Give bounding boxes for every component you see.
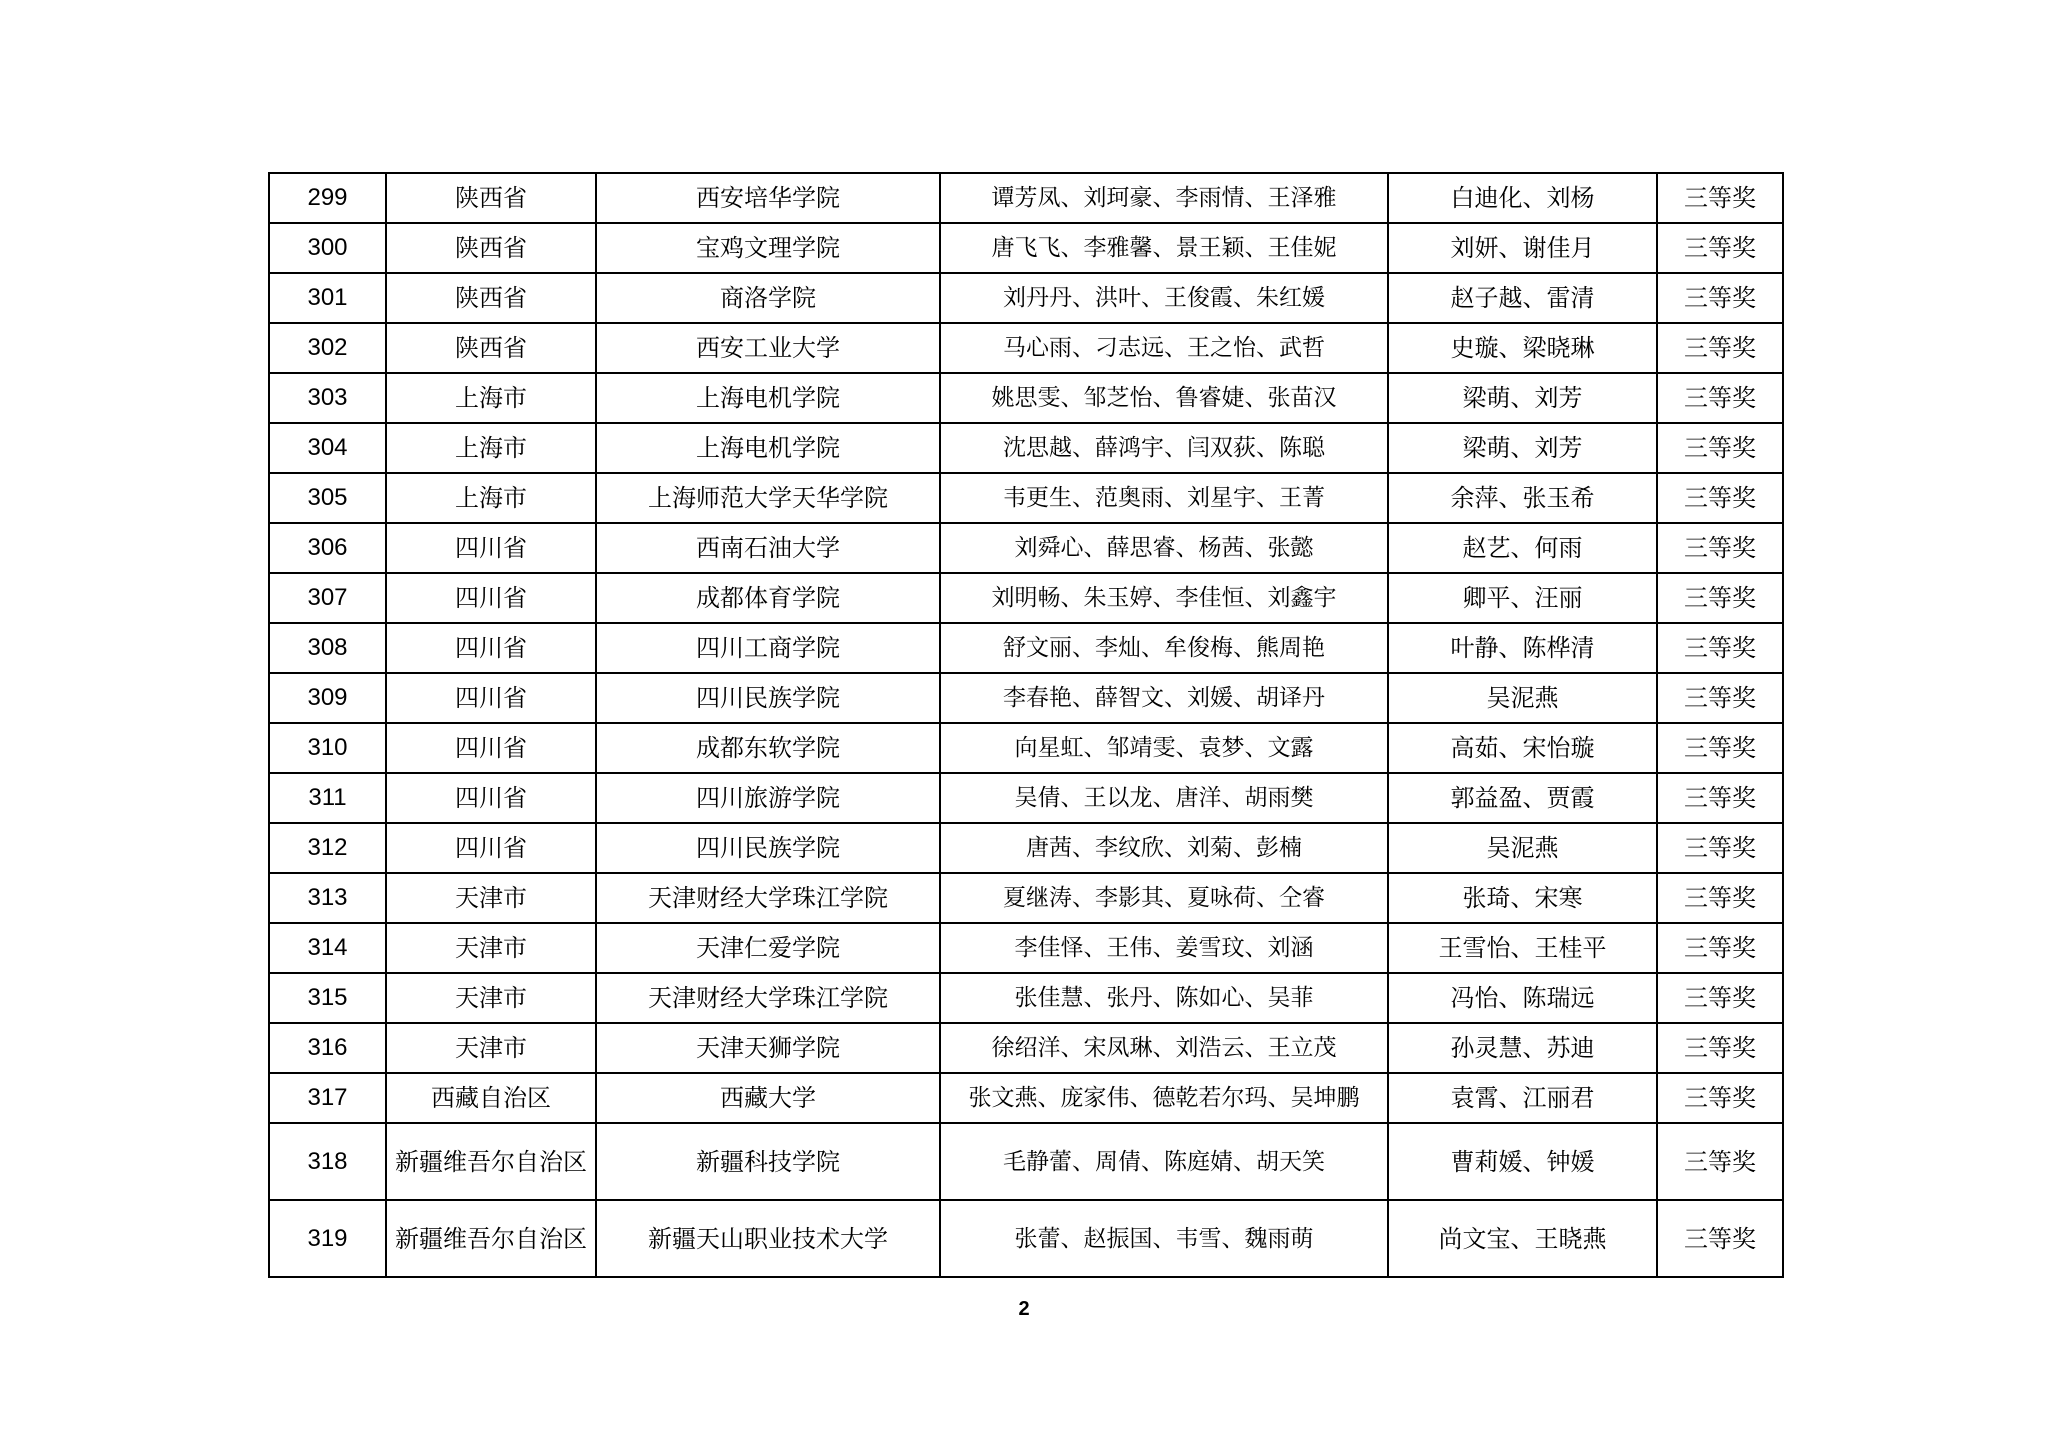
- advisors-cell: 袁霄、江丽君: [1388, 1073, 1657, 1123]
- province-cell: 四川省: [386, 773, 596, 823]
- members-cell: 张蕾、赵振国、韦雪、魏雨萌: [940, 1200, 1388, 1277]
- advisors-cell: 梁萌、刘芳: [1388, 373, 1657, 423]
- advisors-cell: 郭益盈、贾霞: [1388, 773, 1657, 823]
- row-number: 313: [269, 873, 386, 923]
- province-cell: 四川省: [386, 523, 596, 573]
- award-cell: 三等奖: [1657, 773, 1783, 823]
- award-table-body: [269, 173, 1783, 1277]
- advisors-cell: 史璇、梁晓琳: [1388, 323, 1657, 373]
- advisors-cell: 冯怡、陈瑞远: [1388, 973, 1657, 1023]
- award-cell: 三等奖: [1657, 523, 1783, 573]
- province-cell: 上海市: [386, 423, 596, 473]
- award-cell: 三等奖: [1657, 1073, 1783, 1123]
- province-cell: 天津市: [386, 973, 596, 1023]
- school-cell: 四川民族学院: [596, 673, 940, 723]
- award-table: [268, 172, 1784, 1278]
- school-cell: 商洛学院: [596, 273, 940, 323]
- page-number: 2: [1018, 1298, 1030, 1320]
- school-cell: 上海电机学院: [596, 373, 940, 423]
- province-cell: 四川省: [386, 823, 596, 873]
- row-number: 308: [269, 623, 386, 673]
- row-number: 300: [269, 223, 386, 273]
- award-cell: 三等奖: [1657, 373, 1783, 423]
- award-cell: 三等奖: [1657, 673, 1783, 723]
- province-cell: 陕西省: [386, 323, 596, 373]
- school-cell: 新疆天山职业技术大学: [596, 1200, 940, 1277]
- province-cell: 西藏自治区: [386, 1073, 596, 1123]
- advisors-cell: 白迪化、刘杨: [1388, 173, 1657, 223]
- members-cell: 徐绍洋、宋凤琳、刘浩云、王立茂: [940, 1023, 1388, 1073]
- row-number: 305: [269, 473, 386, 523]
- province-cell: 陕西省: [386, 173, 596, 223]
- advisors-cell: 张琦、宋寒: [1388, 873, 1657, 923]
- table-row: [269, 373, 1783, 423]
- table-row: [269, 423, 1783, 473]
- advisors-cell: 孙灵慧、苏迪: [1388, 1023, 1657, 1073]
- members-cell: 刘明畅、朱玉婷、李佳恒、刘鑫宇: [940, 573, 1388, 623]
- advisors-cell: 余萍、张玉希: [1388, 473, 1657, 523]
- table-row: [269, 223, 1783, 273]
- row-number: 306: [269, 523, 386, 573]
- table-row: [269, 673, 1783, 723]
- advisors-cell: 梁萌、刘芳: [1388, 423, 1657, 473]
- school-cell: 上海师范大学天华学院: [596, 473, 940, 523]
- advisors-cell: 刘妍、谢佳月: [1388, 223, 1657, 273]
- advisors-cell: 吴泥燕: [1388, 823, 1657, 873]
- advisors-cell: 王雪怡、王桂平: [1388, 923, 1657, 973]
- school-cell: 上海电机学院: [596, 423, 940, 473]
- table-row: [269, 973, 1783, 1023]
- school-cell: 四川旅游学院: [596, 773, 940, 823]
- award-cell: 三等奖: [1657, 1023, 1783, 1073]
- members-cell: 沈思越、薛鸿宇、闫双荻、陈聪: [940, 423, 1388, 473]
- school-cell: 四川工商学院: [596, 623, 940, 673]
- school-cell: 成都东软学院: [596, 723, 940, 773]
- members-cell: 谭芳凤、刘珂豪、李雨情、王泽雅: [940, 173, 1388, 223]
- members-cell: 韦更生、范奥雨、刘星宇、王菁: [940, 473, 1388, 523]
- award-cell: 三等奖: [1657, 323, 1783, 373]
- award-cell: 三等奖: [1657, 573, 1783, 623]
- advisors-cell: 高茹、宋怡璇: [1388, 723, 1657, 773]
- members-cell: 舒文丽、李灿、牟俊梅、熊周艳: [940, 623, 1388, 673]
- award-cell: 三等奖: [1657, 973, 1783, 1023]
- school-cell: 西安培华学院: [596, 173, 940, 223]
- row-number: 310: [269, 723, 386, 773]
- award-cell: 三等奖: [1657, 723, 1783, 773]
- school-cell: 宝鸡文理学院: [596, 223, 940, 273]
- table-row: [269, 473, 1783, 523]
- advisors-cell: 曹莉媛、钟媛: [1388, 1123, 1657, 1200]
- table-row: [269, 1023, 1783, 1073]
- members-cell: 毛静蕾、周倩、陈庭婧、胡天笑: [940, 1123, 1388, 1200]
- school-cell: 天津财经大学珠江学院: [596, 973, 940, 1023]
- school-cell: 四川民族学院: [596, 823, 940, 873]
- province-cell: 天津市: [386, 1023, 596, 1073]
- province-cell: 四川省: [386, 623, 596, 673]
- award-cell: 三等奖: [1657, 273, 1783, 323]
- school-cell: 天津仁爱学院: [596, 923, 940, 973]
- row-number: 318: [269, 1123, 386, 1200]
- table-row: [269, 873, 1783, 923]
- advisors-cell: 叶静、陈桦清: [1388, 623, 1657, 673]
- row-number: 315: [269, 973, 386, 1023]
- award-cell: 三等奖: [1657, 223, 1783, 273]
- advisors-cell: 吴泥燕: [1388, 673, 1657, 723]
- award-cell: 三等奖: [1657, 423, 1783, 473]
- members-cell: 张文燕、庞家伟、德乾若尔玛、吴坤鹏: [940, 1073, 1388, 1123]
- award-cell: 三等奖: [1657, 1123, 1783, 1200]
- row-number: 316: [269, 1023, 386, 1073]
- school-cell: 西安工业大学: [596, 323, 940, 373]
- school-cell: 西藏大学: [596, 1073, 940, 1123]
- province-cell: 天津市: [386, 873, 596, 923]
- award-cell: 三等奖: [1657, 1200, 1783, 1277]
- province-cell: 新疆维吾尔自治区: [386, 1200, 596, 1277]
- row-number: 307: [269, 573, 386, 623]
- members-cell: 夏继涛、李影其、夏咏荷、仝睿: [940, 873, 1388, 923]
- members-cell: 吴倩、王以龙、唐洋、胡雨樊: [940, 773, 1388, 823]
- table-row: [269, 723, 1783, 773]
- province-cell: 陕西省: [386, 223, 596, 273]
- school-cell: 成都体育学院: [596, 573, 940, 623]
- advisors-cell: 赵子越、雷清: [1388, 273, 1657, 323]
- award-cell: 三等奖: [1657, 473, 1783, 523]
- row-number: 299: [269, 173, 386, 223]
- row-number: 317: [269, 1073, 386, 1123]
- table-row: [269, 823, 1783, 873]
- table-row: [269, 773, 1783, 823]
- table-row: [269, 1123, 1783, 1200]
- row-number: 312: [269, 823, 386, 873]
- table-row: [269, 1200, 1783, 1277]
- table-row: [269, 173, 1783, 223]
- province-cell: 陕西省: [386, 273, 596, 323]
- members-cell: 马心雨、刁志远、王之怡、武哲: [940, 323, 1388, 373]
- row-number: 309: [269, 673, 386, 723]
- award-cell: 三等奖: [1657, 623, 1783, 673]
- advisors-cell: 卿平、汪丽: [1388, 573, 1657, 623]
- table-row: [269, 273, 1783, 323]
- members-cell: 唐飞飞、李雅馨、景王颖、王佳妮: [940, 223, 1388, 273]
- row-number: 314: [269, 923, 386, 973]
- table-row: [269, 573, 1783, 623]
- row-number: 311: [269, 773, 386, 823]
- province-cell: 上海市: [386, 373, 596, 423]
- province-cell: 上海市: [386, 473, 596, 523]
- members-cell: 向星虹、邹靖雯、袁梦、文露: [940, 723, 1388, 773]
- row-number: 302: [269, 323, 386, 373]
- table-row: [269, 923, 1783, 973]
- award-cell: 三等奖: [1657, 873, 1783, 923]
- table-row: [269, 323, 1783, 373]
- advisors-cell: 尚文宝、王晓燕: [1388, 1200, 1657, 1277]
- members-cell: 刘丹丹、洪叶、王俊霞、朱红媛: [940, 273, 1388, 323]
- award-cell: 三等奖: [1657, 823, 1783, 873]
- members-cell: 唐茜、李纹欣、刘菊、彭楠: [940, 823, 1388, 873]
- school-cell: 天津天狮学院: [596, 1023, 940, 1073]
- members-cell: 刘舜心、薛思睿、杨茜、张懿: [940, 523, 1388, 573]
- advisors-cell: 赵艺、何雨: [1388, 523, 1657, 573]
- province-cell: 四川省: [386, 573, 596, 623]
- members-cell: 姚思雯、邹芝怡、鲁睿婕、张苗汉: [940, 373, 1388, 423]
- members-cell: 李春艳、薛智文、刘媛、胡译丹: [940, 673, 1388, 723]
- award-cell: 三等奖: [1657, 173, 1783, 223]
- award-cell: 三等奖: [1657, 923, 1783, 973]
- table-row: [269, 623, 1783, 673]
- province-cell: 四川省: [386, 723, 596, 773]
- province-cell: 新疆维吾尔自治区: [386, 1123, 596, 1200]
- row-number: 301: [269, 273, 386, 323]
- province-cell: 四川省: [386, 673, 596, 723]
- row-number: 303: [269, 373, 386, 423]
- row-number: 319: [269, 1200, 386, 1277]
- school-cell: 西南石油大学: [596, 523, 940, 573]
- row-number: 304: [269, 423, 386, 473]
- school-cell: 天津财经大学珠江学院: [596, 873, 940, 923]
- table-row: [269, 523, 1783, 573]
- province-cell: 天津市: [386, 923, 596, 973]
- school-cell: 新疆科技学院: [596, 1123, 940, 1200]
- members-cell: 张佳慧、张丹、陈如心、吴菲: [940, 973, 1388, 1023]
- table-row: [269, 1073, 1783, 1123]
- members-cell: 李佳怿、王伟、姜雪玟、刘涵: [940, 923, 1388, 973]
